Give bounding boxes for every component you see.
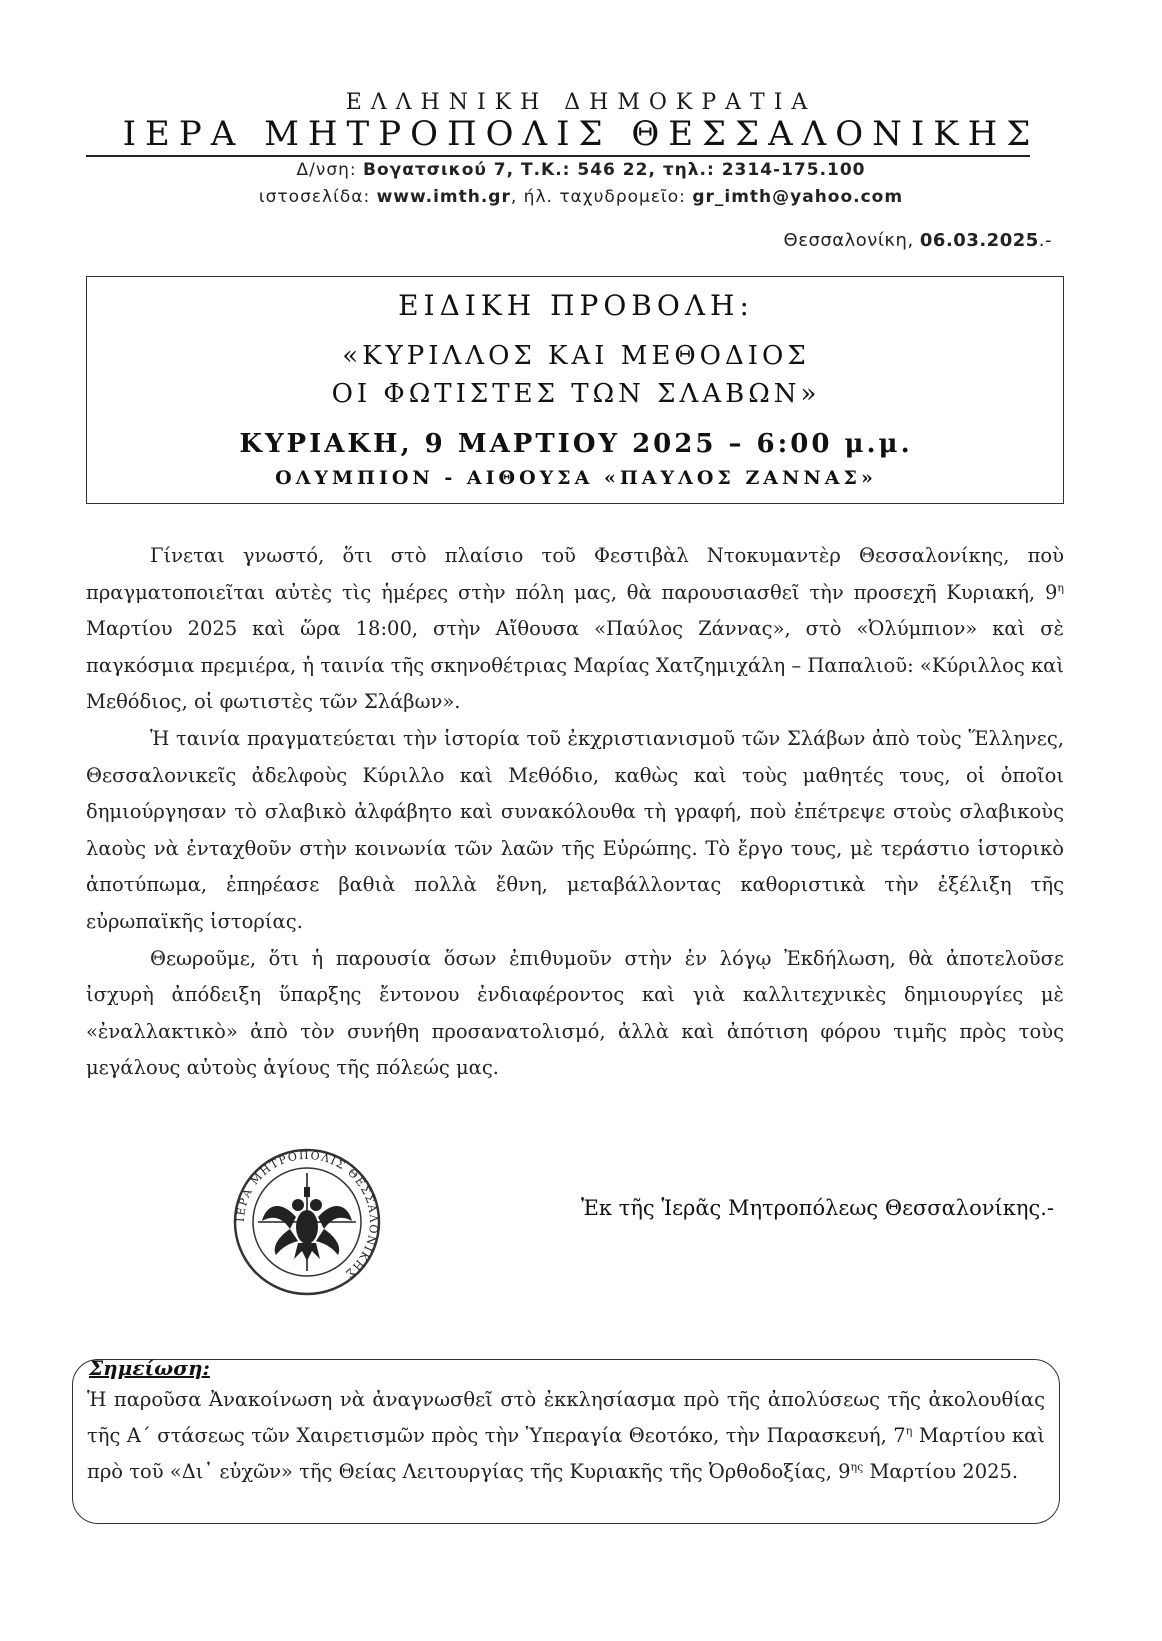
body-paragraph-1 <box>86 538 1064 721</box>
event-venue: ΟΛΥΜΠΙΟΝ - ΑΙΘΟΥΣΑ «ΠΑΥΛΟΣ ΖΑΝΝΑΣ» <box>275 467 877 489</box>
event-datetime: ΚΥΡΙΑΚΗ, 9 ΜΑΡΤΙΟΥ 2025 – 6:00 μ.μ. <box>239 429 913 459</box>
note-text-a: Ἡ παροῦσα Ἀνακοίνωση νὰ ἀναγνωσθεῖ στὸ ἐκκλησίασμα πρὸ τῆς ἀπολύσεως τῆς ἀκολουθίας τῆς Α΄ στάσεως τῶν Χαιρετισμῶν πρὸς τὴν Ὑπεραγία Θεοτόκο, τὴν Παρασκευή, 7 <box>87 1388 1045 1447</box>
seal-ring-text: ΙΕΡΑ ΜΗΤΡΟΠΟΛΙΣ ΘΕΣΣΑΛΟΝΙΚΗΣ <box>233 1148 381 1281</box>
note-text-b: Μαρτίου καὶ πρὸ τοῦ «Δι᾿ εὐχῶν» τῆς Θείας Λειτουργίας τῆς Κυριακῆς τῆς Ὀρθοδοξίας, 9 <box>87 1424 1045 1483</box>
note-sup-2: ης <box>850 1460 864 1474</box>
header-republic: ΕΛΛΗΝΙΚΗ ΔΗΜΟΚΡΑΤΙΑ <box>345 90 817 115</box>
email-link[interactable]: gr_imth@yahoo.com <box>692 187 904 207</box>
note-box <box>72 1356 1060 1524</box>
website-label: ιστοσελίδα: <box>258 187 377 207</box>
note-sup-1: η <box>905 1424 913 1438</box>
body-paragraph-1-text-a: Γίνεται γνωστό, ὅτι στὸ πλαίσιο τοῦ Φεστιβὰλ Ντοκυμαντὲρ Θεσσαλονίκης, ποὺ πραγματοποιεῖται αὐτὲς τὶς ἡμέρες στὴν πόλη μας, θὰ παρουσιασθεῖ τὴν προσεχῆ Κυριακή, 9 <box>86 544 1064 604</box>
date-place: Θεσσαλονίκη, <box>783 230 920 251</box>
event-title-line2: ΟΙ ΦΩΤΙΣΤΕΣ ΤΩΝ ΣΛΑΒΩΝ» <box>331 379 821 409</box>
body-paragraph-1-sup: η <box>1057 581 1064 595</box>
body-paragraph-3: Θεωροῦμε, ὅτι ἡ παρουσία ὅσων ἐπιθυμοῦν στὴν ἐν λόγῳ Ἐκδήλωση, θὰ ἀποτελοῦσε ἰσχυρὴ ἀπόδειξη ὕπαρξης ἔντονου ἐνδιαφέροντος καὶ γιὰ καλλιτεχνικὲς δημιουργίες μὲ «ἐναλλακτικὸ» ἀπὸ τὸν συνήθη προσανατολισμό, ἀλλὰ καὶ ἀπότιση φόρου τιμῆς πρὸς τοὺς μεγάλους αὐτοὺς ἁγίους τῆς πόλεώς μας. <box>86 946 1064 1080</box>
address-label: Δ/νση: <box>296 160 364 180</box>
body-paragraph-2: Ἡ ταινία πραγματεύεται τὴν ἱστορία τοῦ ἐκχριστιανισμοῦ τῶν Σλάβων ἀπὸ τοὺς Ἕλληνες, Θεσσαλονικεῖς ἀδελφοὺς Κύριλλο καὶ Μεθόδιο, καθὼς καὶ τοὺς μαθητές τους, οἱ ὁποῖοι δημιούργησαν τὸ σλαβικὸ ἀλφάβητο καὶ συνακόλουθα τὴ γραφή, ποὺ ἐπέτρεψε στοὺς σλαβικοὺς λαοὺς νὰ ἐνταχθοῦν στὴν κοινωνία τῶν λαῶν τῆς Εὐρώπης. Τὸ ἔργο τους, μὲ τεράστιο ἱστορικὸ ἀποτύπωμα, ἐπηρέασε βαθιὰ πολλὰ ἔθνη, μεταβάλλοντας καθοριστικὰ τὴν ἐξέλιξη τῆς εὐρωπαϊκῆς ἱστορίας. <box>86 726 1064 933</box>
header-metropolis: ΙΕΡΑ ΜΗΤΡΟΠΟΛΙΣ ΘΕΣΣΑΛΟΝΙΚΗΣ <box>122 114 1040 154</box>
metropolis-seal-icon <box>232 1147 382 1297</box>
note-title: Σημείωση: <box>89 1356 210 1380</box>
date-value: 06.03.2025 <box>919 230 1039 251</box>
date-suffix: .- <box>1038 230 1052 251</box>
address-value: Βογατσικού 7, Τ.Κ.: 546 22, τηλ.: 2314-175.100 <box>363 160 866 180</box>
event-heading: ΕΙΔΙΚΗ ΠΡΟΒΟΛΗ: <box>398 289 754 322</box>
header-divider <box>86 155 1030 157</box>
note-text <box>87 1382 1045 1490</box>
document-date <box>784 230 1052 251</box>
note-text-c: Μαρτίου 2025. <box>863 1460 1019 1483</box>
website-link[interactable]: www.imth.gr <box>376 187 511 207</box>
header-contact <box>0 187 1162 207</box>
body-paragraph-1-text-b: Μαρτίου 2025 καὶ ὥρα 18:00, στὴν Αἴθουσα «Παύλος Ζάννας», στὸ «Ὀλύμπιον» καὶ σὲ παγκόσμια πρεμιέρα, ἡ ταινία τῆς σκηνοθέτριας Μαρίας Χατζημιχάλη – Παπαλιοῦ: «Κύριλλος καὶ Μεθόδιος, οἱ φωτιστὲς τῶν Σλάβων». <box>86 617 1064 714</box>
email-label: , ήλ. ταχυδρομεῖο: <box>510 187 693 207</box>
event-title-line1: «ΚΥΡΙΛΛΟΣ ΚΑΙ ΜΕΘΟΔΙΟΣ <box>342 341 810 371</box>
announcement-body <box>86 538 1064 1087</box>
event-announcement-box <box>86 276 1064 504</box>
signature-line: Ἐκ τῆς Ἱερᾶς Μητροπόλεως Θεσσαλονίκης.- <box>581 1196 1054 1220</box>
header-address <box>0 160 1162 180</box>
